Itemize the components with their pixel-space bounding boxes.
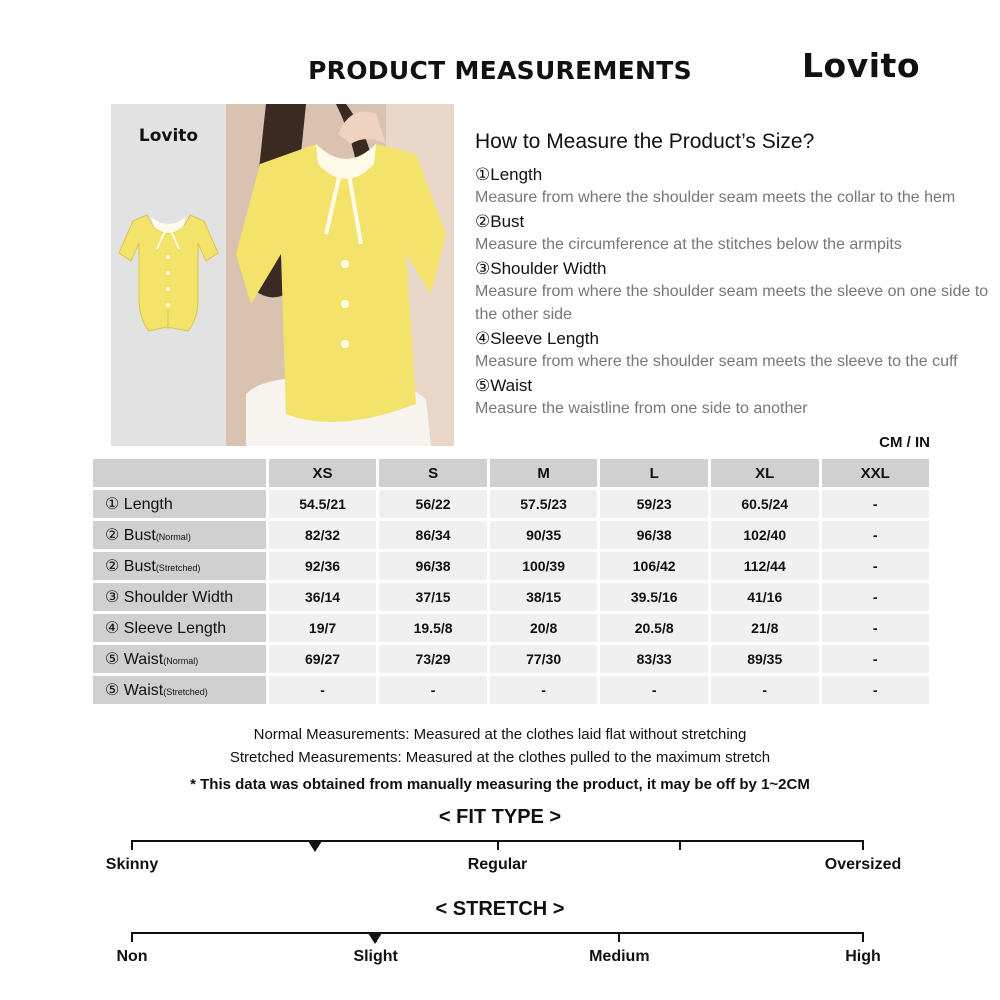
size-header: S bbox=[379, 459, 487, 487]
table-row bbox=[93, 521, 929, 549]
size-header: XXL bbox=[822, 459, 929, 487]
brand-logo: Lovito bbox=[802, 46, 920, 85]
row-label-text: Sleeve Length bbox=[123, 620, 227, 637]
size-value-cell: - bbox=[822, 645, 929, 673]
stretch-scale-label: Non bbox=[116, 948, 148, 965]
size-value-cell: - bbox=[600, 676, 708, 704]
row-label-qualifier: (Stretched) bbox=[155, 563, 201, 573]
size-value-cell: 90/35 bbox=[490, 521, 598, 549]
table-row bbox=[93, 645, 929, 673]
size-value-cell: - bbox=[822, 614, 929, 642]
size-value-cell: 96/38 bbox=[600, 521, 708, 549]
row-label-qualifier: (Stretched) bbox=[163, 687, 208, 697]
fit-type-scale-tick bbox=[131, 840, 133, 850]
stretch-scale-tick bbox=[618, 932, 620, 942]
size-value-cell: 54.5/21 bbox=[269, 490, 377, 518]
size-value-cell: 38/15 bbox=[490, 583, 598, 611]
size-value-cell: - bbox=[822, 490, 929, 518]
size-header: L bbox=[600, 459, 708, 487]
row-label-qualifier: (Normal) bbox=[155, 532, 191, 542]
measure-desc: Measure from where the shoulder seam meets the sleeve on one side to the other side bbox=[475, 283, 989, 323]
measure-name: ①Length bbox=[475, 165, 543, 184]
how-to-measure-section bbox=[475, 130, 995, 422]
size-value-cell: 41/16 bbox=[711, 583, 819, 611]
row-number: ① bbox=[105, 496, 120, 513]
size-value-cell: - bbox=[269, 676, 377, 704]
size-value-cell: - bbox=[822, 521, 929, 549]
measure-item-bust bbox=[475, 211, 995, 256]
size-value-cell: 73/29 bbox=[379, 645, 487, 673]
size-value-cell: 77/30 bbox=[490, 645, 598, 673]
size-value-cell: - bbox=[822, 583, 929, 611]
model-photo-illustration bbox=[226, 104, 454, 446]
size-value-cell: 57.5/23 bbox=[490, 490, 598, 518]
row-label bbox=[93, 614, 266, 642]
size-value-cell: 21/8 bbox=[711, 614, 819, 642]
row-label bbox=[93, 583, 266, 611]
measure-name: ④Sleeve Length bbox=[475, 329, 599, 348]
size-value-cell: 100/39 bbox=[490, 552, 598, 580]
size-value-cell: 56/22 bbox=[379, 490, 487, 518]
measure-name: ⑤Waist bbox=[475, 376, 533, 395]
measure-name: ③Shoulder Width bbox=[475, 259, 607, 278]
size-value-cell: 89/35 bbox=[711, 645, 819, 673]
size-value-cell: 69/27 bbox=[269, 645, 377, 673]
row-label-text: Waist bbox=[123, 682, 164, 699]
table-corner-cell bbox=[93, 459, 266, 487]
fit-type-scale-label: Regular bbox=[467, 856, 528, 873]
row-number: ② bbox=[105, 558, 120, 575]
table-row bbox=[93, 676, 929, 704]
stretched-measurement-note: Stretched Measurements: Measured at the clothes pulled to the maximum stretch bbox=[229, 749, 771, 766]
size-value-cell: 82/32 bbox=[269, 521, 377, 549]
size-value-cell: 59/23 bbox=[600, 490, 708, 518]
measure-desc: Measure from where the shoulder seam meets the sleeve to the cuff bbox=[475, 353, 958, 370]
row-label-text: Length bbox=[123, 496, 173, 513]
product-flatlay-image bbox=[111, 104, 226, 446]
row-number: ③ bbox=[105, 589, 120, 606]
size-value-cell: 39.5/16 bbox=[600, 583, 708, 611]
size-value-cell: 36/14 bbox=[269, 583, 377, 611]
size-value-cell: 106/42 bbox=[600, 552, 708, 580]
size-value-cell: 20/8 bbox=[490, 614, 598, 642]
size-value-cell: 86/34 bbox=[379, 521, 487, 549]
model-photo bbox=[226, 104, 454, 446]
row-number: ② bbox=[105, 527, 120, 544]
size-value-cell: 20.5/8 bbox=[600, 614, 708, 642]
size-value-cell: 60.5/24 bbox=[711, 490, 819, 518]
fit-type-scale-tick bbox=[679, 840, 681, 850]
row-label bbox=[93, 552, 266, 580]
stretch-title: < STRETCH > bbox=[435, 898, 565, 920]
table-row bbox=[93, 552, 929, 580]
fit-type-title: < FIT TYPE > bbox=[438, 806, 562, 828]
size-value-cell: - bbox=[822, 552, 929, 580]
normal-measurement-note: Normal Measurements: Measured at the clothes laid flat without stretching bbox=[253, 726, 747, 743]
measure-item-waist bbox=[475, 375, 995, 420]
fit-type-scale-label: Skinny bbox=[105, 856, 159, 873]
size-value-cell: 19.5/8 bbox=[379, 614, 487, 642]
row-label bbox=[93, 645, 266, 673]
row-number: ⑤ bbox=[105, 651, 120, 668]
panel-brand-logo: Lovito bbox=[138, 126, 199, 146]
size-value-cell: 102/40 bbox=[711, 521, 819, 549]
disclaimer-note: * This data was obtained from manually measuring the product, it may be off by 1~2CM bbox=[190, 776, 810, 793]
table-row bbox=[93, 614, 929, 642]
stretch-scale-tick bbox=[131, 932, 133, 942]
table-header-row bbox=[93, 459, 929, 487]
stretch-selected-marker-icon bbox=[368, 933, 382, 944]
size-table bbox=[90, 456, 932, 707]
fit-type-selected-marker-icon bbox=[308, 841, 322, 852]
row-number: ⑤ bbox=[105, 682, 120, 699]
fit-type-scale-tick bbox=[862, 840, 864, 850]
size-value-cell: 83/33 bbox=[600, 645, 708, 673]
size-value-cell: 37/15 bbox=[379, 583, 487, 611]
table-body bbox=[93, 490, 929, 704]
shirt-illustration-icon bbox=[117, 209, 220, 339]
measure-item-shoulder-width bbox=[475, 258, 995, 326]
stretch-scale-label: Slight bbox=[353, 948, 398, 965]
stretch-scale-line bbox=[132, 932, 863, 934]
measure-desc: Measure from where the shoulder seam meets the collar to the hem bbox=[475, 189, 956, 206]
measure-name: ②Bust bbox=[475, 212, 525, 231]
row-label-text: Bust bbox=[123, 527, 156, 544]
size-value-cell: 112/44 bbox=[711, 552, 819, 580]
size-value-cell: 19/7 bbox=[269, 614, 377, 642]
units-label: CM / IN bbox=[879, 434, 930, 451]
how-to-measure-title: How to Measure the Product’s Size? bbox=[475, 130, 815, 153]
table-row bbox=[93, 583, 929, 611]
stretch-scale-label: High bbox=[845, 948, 881, 965]
measure-item-sleeve-length bbox=[475, 328, 995, 373]
stretch-scale-tick bbox=[862, 932, 864, 942]
size-header: M bbox=[490, 459, 598, 487]
size-header: XS bbox=[269, 459, 377, 487]
row-label-text: Shoulder Width bbox=[123, 589, 234, 606]
size-value-cell: - bbox=[490, 676, 598, 704]
row-label bbox=[93, 676, 266, 704]
measure-desc: Measure the waistline from one side to another bbox=[475, 400, 808, 417]
size-value-cell: - bbox=[711, 676, 819, 704]
row-label-text: Bust bbox=[123, 558, 156, 575]
stretch-scale-label: Medium bbox=[589, 948, 650, 965]
measure-desc: Measure the circumference at the stitches below the armpits bbox=[475, 236, 902, 253]
row-label-text: Waist bbox=[123, 651, 164, 668]
size-value-cell: - bbox=[379, 676, 487, 704]
page-title: PRODUCT MEASUREMENTS bbox=[308, 56, 692, 85]
row-number: ④ bbox=[105, 620, 120, 637]
fit-type-scale-label: Oversized bbox=[824, 856, 902, 873]
table-row bbox=[93, 490, 929, 518]
size-value-cell: 92/36 bbox=[269, 552, 377, 580]
size-value-cell: 96/38 bbox=[379, 552, 487, 580]
size-header: XL bbox=[711, 459, 819, 487]
row-label bbox=[93, 490, 266, 518]
row-label bbox=[93, 521, 266, 549]
measure-item-length bbox=[475, 164, 995, 209]
fit-type-scale-tick bbox=[497, 840, 499, 850]
size-value-cell: - bbox=[822, 676, 929, 704]
row-label-qualifier: (Normal) bbox=[163, 656, 199, 666]
